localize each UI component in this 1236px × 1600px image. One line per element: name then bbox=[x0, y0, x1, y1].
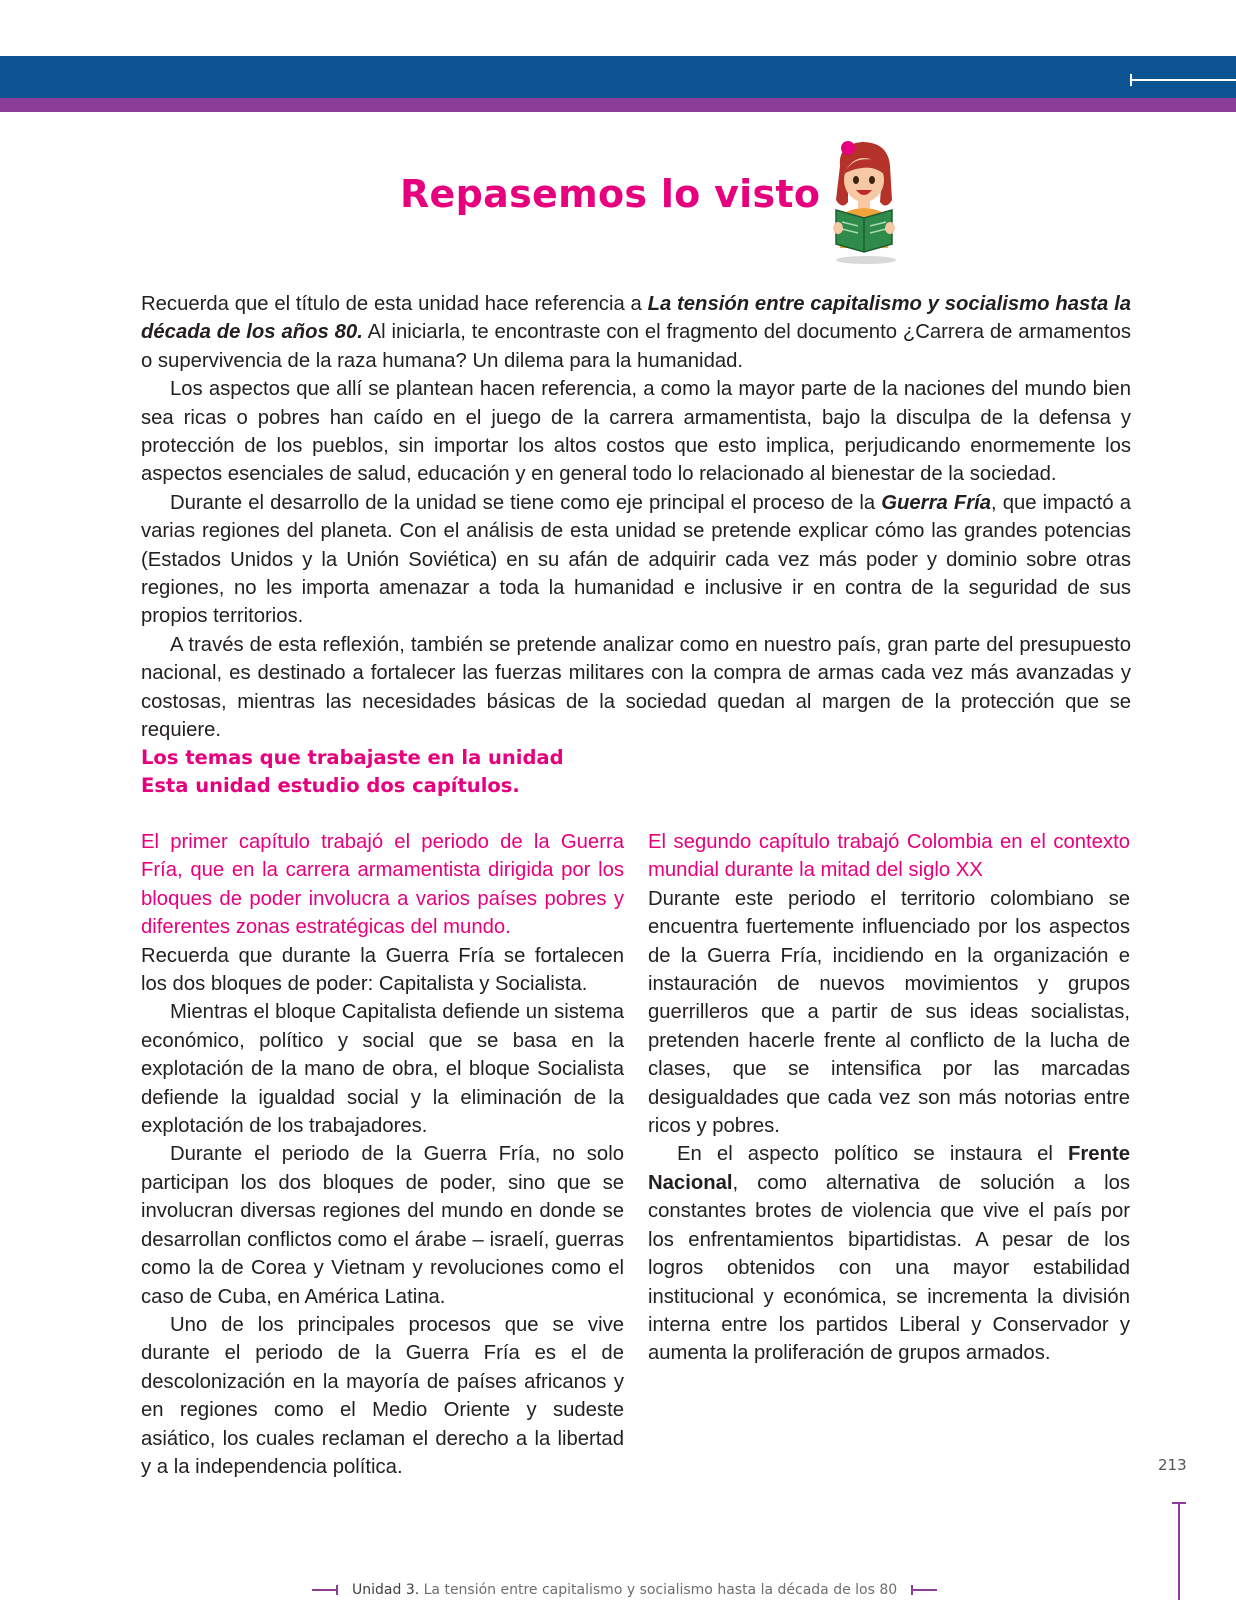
left-paragraph-1: Recuerda que durante la Guerra Fría se fortalecen los dos bloques de poder: Capitalista y Socialista. bbox=[141, 944, 624, 996]
footer bbox=[312, 1580, 937, 1600]
left-column bbox=[141, 828, 624, 1481]
page-margin-rule bbox=[1178, 1502, 1180, 1600]
intro-paragraph-2: Los aspectos que allí se plantean hacen referencia, a como la mayor parte de la naciones del mundo bien sea ricas o pobres han caído en el juego de la carrera armamentista, bajo la disculpa de la defensa y protección de los pueblos, sin importar los altos costos que esto implica, perjudicando enormemente los aspectos esenciales de salud, educación y en general todo lo relacionado al bienestar de la sociedad. bbox=[141, 378, 1131, 486]
intro-paragraph-1: Recuerda que el título de esta unidad hace referencia a La tensión entre capitalismo y socialismo hasta la década de los años 80. Al iniciarla, te encontraste con el fragmento del documento ¿Carrera de armamentos o supervivencia de la raza humana? Un dilema para la humanidad. bbox=[141, 293, 1132, 372]
page-title: Repasemos lo visto bbox=[400, 172, 821, 216]
chapter-2-heading: El segundo capítulo trabajó Colombia en el contexto mundial durante la mitad del siglo XX bbox=[648, 831, 1130, 882]
footer-unit-title: La tensión entre capitalismo y socialismo hasta la década de los 80 bbox=[419, 1582, 898, 1598]
footer-rule-right bbox=[911, 1589, 937, 1591]
page-number: 213 bbox=[1158, 1456, 1187, 1474]
page-margin-rule-tick bbox=[1172, 1502, 1186, 1504]
chapter-1-heading: El primer capítulo trabajó el periodo de la Guerra Fría, que en la carrera armamentista dirigida por los bloques de poder involucra a varios países pobres y diferentes zonas estratégicas del mundo. bbox=[141, 831, 624, 939]
footer-text bbox=[352, 1582, 897, 1598]
intro-text bbox=[141, 290, 1131, 745]
topics-subheading-line-2: Esta unidad estudio dos capítulos. bbox=[141, 774, 520, 797]
left-paragraph-2: Mientras el bloque Capitalista defiende un sistema económico, político y social que se basa en la explotación de la mano de obra, el bloque Socialista defiende la igualdad social y la eliminación de la explotación de los trabajadores. bbox=[141, 1001, 624, 1138]
header-band-blue bbox=[0, 56, 1236, 98]
header-rule bbox=[1130, 79, 1236, 81]
intro-paragraph-4: A través de esta reflexión, también se pretende analizar como en nuestro país, gran parte del presupuesto nacional, es destinado a fortalecer las fuerzas militares con la compra de armas cada vez más avanzadas y costosas, mientras las necesidades básicas de la sociedad quedan al margen de la protección que se requiere. bbox=[141, 633, 1131, 742]
footer-rule-left bbox=[312, 1589, 338, 1591]
right-paragraph-2: En el aspecto político se instaura el Frente Nacional, como alternativa de solución a los constantes brotes de violencia que vive el país por los enfrentamientos bipartidistas. A pesar de los logros obtenidos con una mayor estabilidad institucional y económica, se incrementa la división interna entre los partidos Liberal y Conservador y aumenta la proliferación de grupos armados. bbox=[648, 1143, 1130, 1365]
frente-nacional-emphasis: Frente Nacional bbox=[648, 1143, 1130, 1194]
guerra-fria-emphasis: Guerra Fría bbox=[881, 491, 992, 514]
girl-reading-book-illustration bbox=[818, 136, 910, 266]
unit-title-emphasis: La tensión entre capitalismo y socialismo hasta la década de los años 80. bbox=[141, 293, 1132, 344]
topics-subheading-line-1: Los temas que trabajaste en la unidad bbox=[141, 746, 564, 769]
right-paragraph-1: Durante este periodo el territorio colombiano se encuentra fuertemente influenciado por los aspectos de la Guerra Fría, incidiendo en la organización e instauración de nuevos movimientos y grupos guerrilleros que a partir de sus ideas socialistas, pretenden hacerle frente al conflicto de la lucha de clases, que se intensifica por las marcadas desigualdades que cada vez son más notorias entre ricos y pobres. bbox=[648, 887, 1130, 1138]
header-band-purple bbox=[0, 98, 1236, 112]
header-rule-tick bbox=[1130, 74, 1132, 86]
right-column bbox=[648, 828, 1130, 1368]
left-paragraph-3: Durante el periodo de la Guerra Fría, no solo participan los dos bloques de poder, sino que se involucran diversas regiones del mundo en donde se desarrollan conflictos como el árabe – israelí, guerras como la de Corea y Vietnam y revoluciones como el caso de Cuba, en América Latina. bbox=[141, 1143, 624, 1308]
intro-paragraph-3: Durante el desarrollo de la unidad se tiene como eje principal el proceso de la Guerra Fría, que impactó a varias regiones del planeta. Con el análisis de esta unidad se pretende explicar cómo las grandes potencias (Estados Unidos y la Unión Soviética) en su afán de adquirir cada vez más poder y dominio sobre otras regiones, no les importa amenazar a toda la humanidad e inclusive ir en contra de la seguridad de sus propios territorios. bbox=[141, 491, 1132, 628]
footer-unit: Unidad 3. bbox=[352, 1582, 420, 1598]
left-paragraph-4: Uno de los principales procesos que se vive durante el periodo de la Guerra Fría es el de descolonización en la mayoría de países africanos y en regiones como el Medio Oriente y sudeste asiático, los cuales reclaman el derecho a la libertad y a la independencia política. bbox=[141, 1313, 624, 1478]
topics-subheading bbox=[141, 744, 564, 800]
